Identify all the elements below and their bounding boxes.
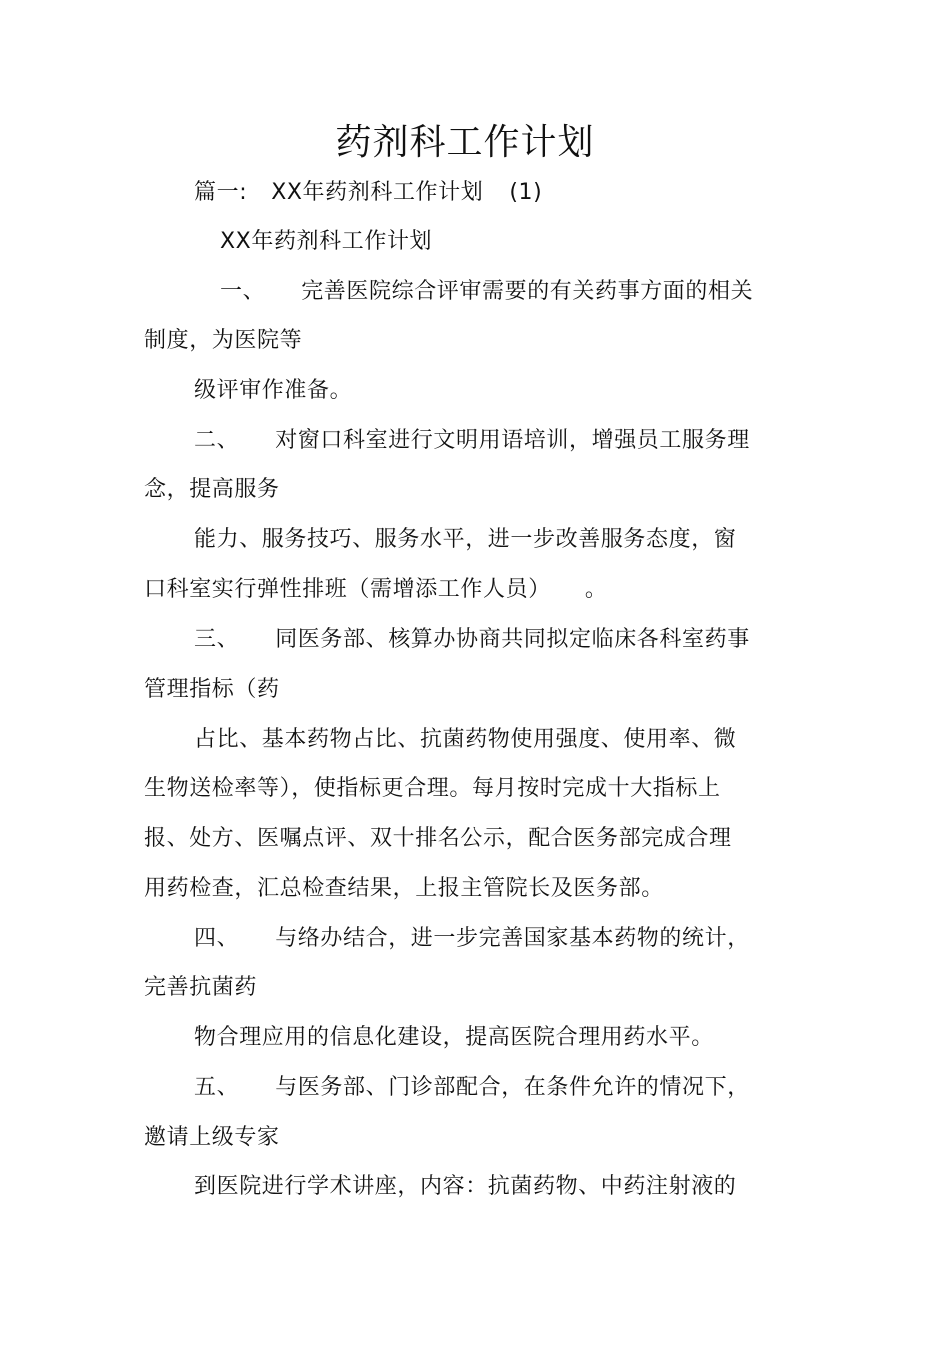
paragraph-line: 念，提高服务 [144, 477, 280, 502]
paragraph-line: 能力、服务技巧、服务水平，进一步改善服务态度，窗 [194, 527, 737, 552]
section-number: 二、 [194, 428, 240, 453]
section-number: 一、 [220, 279, 266, 304]
section-text: 完善医院综合评审需要的有关药事方面的相关 [301, 279, 754, 304]
subtitle-suffix: (1) [509, 180, 543, 205]
paragraph-line [194, 623, 750, 657]
paragraph-line: 物合理应用的信息化建设，提高医院合理用药水平。 [194, 1025, 714, 1050]
subtitle-line [194, 176, 542, 210]
paragraph-line: 占比、基本药物占比、抗菌药物使用强度、使用率、微 [194, 727, 737, 752]
paragraph-line: 用药检查，汇总检查结果，上报主管院长及医务部。 [144, 876, 664, 901]
paragraph-line [144, 573, 607, 607]
document-title: 药剂科工作计划 [335, 122, 595, 163]
section-text: 口科室实行弹性排班（需增添工作人员） [144, 577, 551, 602]
paragraph-line [194, 424, 750, 458]
section-text: 对窗口科室进行文明用语培训，增强员工服务理 [275, 428, 750, 453]
paragraph-line: 管理指标（药 [144, 677, 280, 702]
section-number: 三、 [194, 627, 240, 652]
paragraph-line [220, 275, 753, 309]
section-text: 。 [584, 577, 608, 602]
section-text: 与络办结合，进一步完善国家基本药物的统计， [275, 926, 750, 951]
paragraph-line [194, 922, 750, 956]
subtitle-prefix: 篇一: [194, 180, 248, 205]
section-number: 五、 [194, 1075, 240, 1100]
paragraph-line: 完善抗菌药 [144, 975, 258, 1000]
paragraph-line: 级评审作准备。 [194, 378, 353, 403]
paragraph-line: 到医院进行学术讲座，内容：抗菌药物、中药注射液的 [194, 1174, 737, 1199]
section-text: 与医务部、门诊部配合，在条件允许的情况下， [275, 1075, 750, 1100]
section-heading: XX年药剂科工作计划 [220, 229, 433, 254]
paragraph-line [194, 1071, 750, 1105]
section-number: 四、 [194, 926, 240, 951]
paragraph-line: 制度，为医院等 [144, 328, 303, 353]
section-text: 同医务部、核算办协商共同拟定临床各科室药事 [275, 627, 750, 652]
paragraph-line: 报、处方、医嘱点评、双十排名公示，配合医务部完成合理 [144, 826, 732, 851]
paragraph-line: 生物送检率等），使指标更合理。每月按时完成十大指标上 [144, 776, 721, 801]
subtitle-text: XX年药剂科工作计划 [271, 180, 484, 205]
paragraph-line: 邀请上级专家 [144, 1125, 280, 1150]
